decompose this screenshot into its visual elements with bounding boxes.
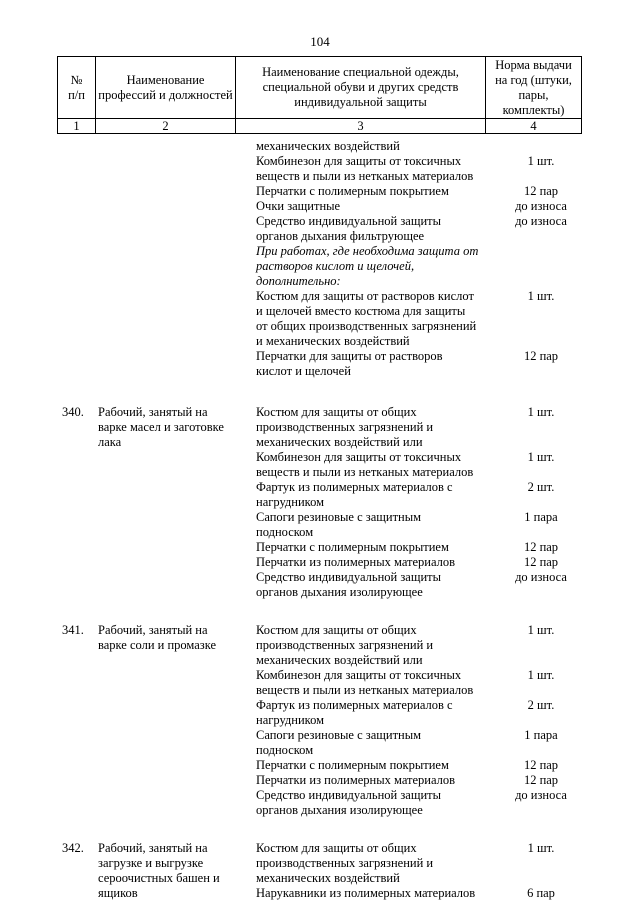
header-profession: Наименование профессий и должностей <box>96 57 236 119</box>
equipment-item: Костюм для защиты от общих производственных загрязнений и механических воздействий или <box>256 623 434 667</box>
header-col-index-2: 2 <box>96 119 236 134</box>
equipment-item: Перчатки из полимерных материалов <box>256 555 456 569</box>
equipment-item: Перчатки из полимерных материалов <box>256 773 456 787</box>
header-norm: Норма выдачи на год (штуки, пары, комплекты) <box>486 57 582 119</box>
norm-value: до износа <box>515 199 567 213</box>
norm-value: 2 шт. <box>527 698 555 712</box>
equipment-item: Средство индивидуальной защиты органов дыхания изолирующее <box>256 788 442 817</box>
entry-number: 340. <box>62 405 84 419</box>
equipment-item: Костюм для защиты от общих производственных загрязнений и механических воздействий <box>256 841 434 885</box>
table-header <box>57 56 582 134</box>
equipment-item: Комбинезон для защиты от токсичных веществ и пыли из нетканых материалов <box>256 154 474 183</box>
equipment-item: Перчатки с полимерным покрытием <box>256 758 449 772</box>
profession-name: Рабочий, занятый на варке соли и промазке <box>98 623 217 652</box>
norm-value: 12 пар <box>523 555 559 569</box>
norm-value: 12 пар <box>523 184 559 198</box>
norm-value: 2 шт. <box>527 480 555 494</box>
norm-value: 1 шт. <box>527 841 555 855</box>
entry-number: 341. <box>62 623 84 637</box>
equipment-item: Очки защитные <box>256 199 341 213</box>
equipment-item: Средство индивидуальной защиты органов дыхания изолирующее <box>256 570 442 599</box>
norm-value: 1 шт. <box>527 289 555 303</box>
entry-number: 342. <box>62 841 84 855</box>
equipment-item: Костюм для защиты от растворов кислот и щелочей вместо костюма для защиты от общих производственных загрязнений и механических воздействий <box>256 289 477 348</box>
norm-value: 1 шт. <box>527 623 555 637</box>
equipment-item: механических воздействий <box>256 139 400 153</box>
norm-value: 1 шт. <box>527 154 555 168</box>
norm-value: до износа <box>515 214 567 228</box>
norm-value: 6 пар <box>527 886 555 900</box>
header-equipment: Наименование специальной одежды, специальной обуви и других средств индивидуальной защиты <box>236 57 486 119</box>
header-col-index-1: 1 <box>58 119 96 134</box>
header-number: № п/п <box>58 57 96 119</box>
norm-value: до износа <box>515 788 567 802</box>
equipment-item: Сапоги резиновые с защитным подноском <box>256 728 422 757</box>
norm-value: 12 пар <box>523 758 559 772</box>
norm-value: 1 шт. <box>527 450 555 464</box>
equipment-item: Средство индивидуальной защиты органов дыхания фильтрующее <box>256 214 442 243</box>
equipment-item: Фартук из полимерных материалов с нагрудником <box>256 480 453 509</box>
equipment-item: Перчатки с полимерным покрытием <box>256 184 449 198</box>
header-col-index-4: 4 <box>486 119 582 134</box>
norm-value: 1 шт. <box>527 668 555 682</box>
equipment-item: Комбинезон для защиты от токсичных веществ и пыли из нетканых материалов <box>256 668 474 697</box>
norm-value: 1 пара <box>524 510 558 524</box>
equipment-item: Перчатки для защиты от растворов кислот и щелочей <box>256 349 443 378</box>
norm-value: 1 пара <box>524 728 558 742</box>
equipment-item: Сапоги резиновые с защитным подноском <box>256 510 422 539</box>
norm-value: 12 пар <box>523 349 559 363</box>
profession-name: Рабочий, занятый на загрузке и выгрузке сероочистных башен и ящиков <box>98 841 220 900</box>
norm-value: 12 пар <box>523 773 559 787</box>
equipment-item: Нарукавники из полимерных материалов <box>256 886 476 900</box>
norm-value: 12 пар <box>523 540 559 554</box>
equipment-item: Комбинезон для защиты от токсичных веществ и пыли из нетканых материалов <box>256 450 474 479</box>
header-col-index-3: 3 <box>236 119 486 134</box>
profession-name: Рабочий, занятый на варке масел и заготовке лака <box>98 405 224 449</box>
norm-value: 1 шт. <box>527 405 555 419</box>
equipment-item: При работах, где необходима защита от растворов кислот и щелочей, дополнительно: <box>256 244 479 288</box>
equipment-item: Костюм для защиты от общих производственных загрязнений и механических воздействий или <box>256 405 434 449</box>
page-number: 104 <box>310 34 330 49</box>
norm-value: до износа <box>515 570 567 584</box>
equipment-item: Перчатки с полимерным покрытием <box>256 540 449 554</box>
equipment-item: Фартук из полимерных материалов с нагрудником <box>256 698 453 727</box>
